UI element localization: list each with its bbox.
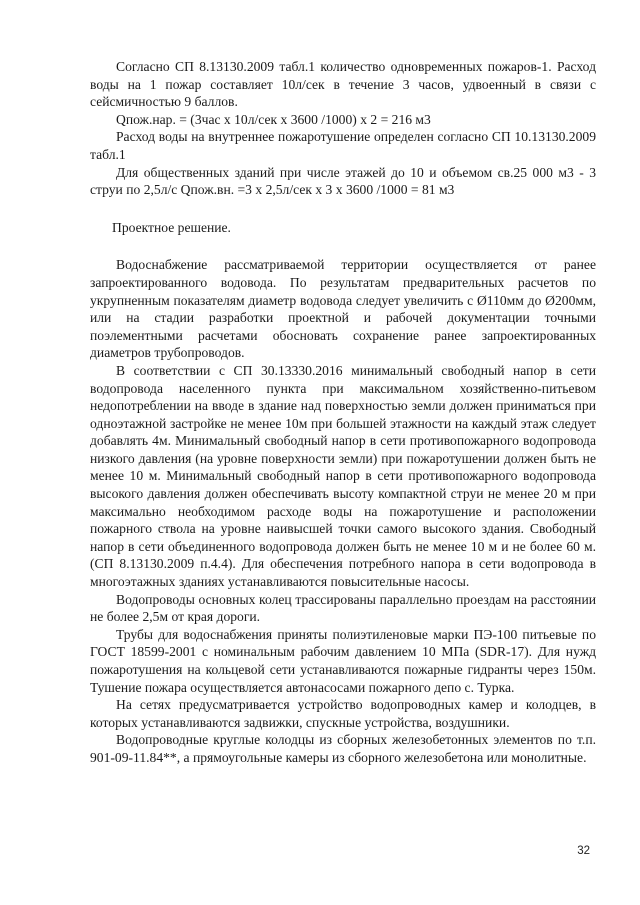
spacer bbox=[90, 236, 596, 256]
spacer bbox=[90, 199, 596, 219]
paragraph-indoor-fire-water: Расход воды на внутреннее пожаротушение определен согласно СП 10.13130.2009 табл.1 bbox=[90, 129, 596, 162]
section-heading: Проектное решение. bbox=[112, 219, 231, 235]
page-number: 32 bbox=[577, 845, 590, 857]
paragraph-pipes: Трубы для водоснабжения приняты полиэтиленовые марки ПЭ-100 питьевые по ГОСТ 18599-2001 с номинальным рабочим давлением 10 МПа (SDR-17). Для нужд пожаротушения на кольцевой сети устанавливаются пожарные гидранты через 150м. Тушение пожара осуществляется автонасосами пожарного депо с. Турка. bbox=[90, 626, 596, 695]
paragraph-public-buildings: Для общественных зданий при числе этажей до 10 и объемом св.25 000 м3 - 3 струи по 2,5л/с Qпож.вн. =3 х 2,5л/сек х 3 х 3600 /1000 = 81 м3 bbox=[90, 164, 596, 198]
paragraph-chambers: На сетях предусматривается устройство водопроводных камер и колодцев, в которых устанавливаются задвижки, спускные устройства, воздушники. bbox=[90, 697, 596, 730]
paragraph-ring-mains: Водопроводы основных колец трассированы параллельно проездам на расстоянии не более 2,5м от края дороги. bbox=[90, 591, 596, 625]
formula-outdoor-fire-water: Qпож.нар. = (3час х 10л/сек х 3600 /1000) х 2 = 216 м3 bbox=[116, 111, 431, 127]
paragraph-pressure-requirements: В соответствии с СП 30.13330.2016 минимальный свободный напор в сети водопровода населенного пункта при максимальном хозяйственно-питьевом недопотреблении на вводе в здание над поверхностью земли должен приниматься при одноэтажной застройке не менее 10м при большей этажности на каждый этаж следует добавлять 4м. Минимальный свободный напор в сети противопожарного водопровода низкого давления (на уровне поверхности земли) при пожаротушении должен быть не менее 10 м. Минимальный свободный напор в сети противопожарного водопровода высокого давления должен обеспечивать высоту компактной струи не менее 20 м при максимально необходимом расходе воды на пожаротушение и расположении пожарного ствола на уровне наивысшей точки самого высокого здания. Свободный напор в сети объединенного водопровода должен быть не менее 10 м и не более 60 м.(СП 8.13130.2009 п.4.4). Для обеспечения потребного напора в сети водопровода в многоэтажных зданиях устанавливаются повысительные насосы. bbox=[90, 362, 596, 590]
paragraph-fire-count: Согласно СП 8.13130.2009 табл.1 количество одновременных пожаров-1. Расход воды на 1 пожар составляет 10л/сек в течение 3 часов, удвоенный в связи с сейсмичностью 9 баллов. bbox=[90, 59, 596, 110]
paragraph-wells: Водопроводные круглые колодцы из сборных железобетонных элементов по т.п. 901-09-11.84**, а прямоугольные камеры из сборного железобетона или монолитные. bbox=[90, 732, 596, 765]
paragraph-water-supply: Водоснабжение рассматриваемой территории осуществляется от ранее запроектированного водовода. По результатам предварительных расчетов по укрупненным показателям диаметр водовода следует увеличить с Ø110мм до Ø200мм, или на стадии разработки проектной и рабочей документации точными поэлементными расчетами обосновать сохранение ранее запроектированных диаметров трубопроводов. bbox=[90, 257, 596, 361]
document-body bbox=[90, 58, 596, 767]
